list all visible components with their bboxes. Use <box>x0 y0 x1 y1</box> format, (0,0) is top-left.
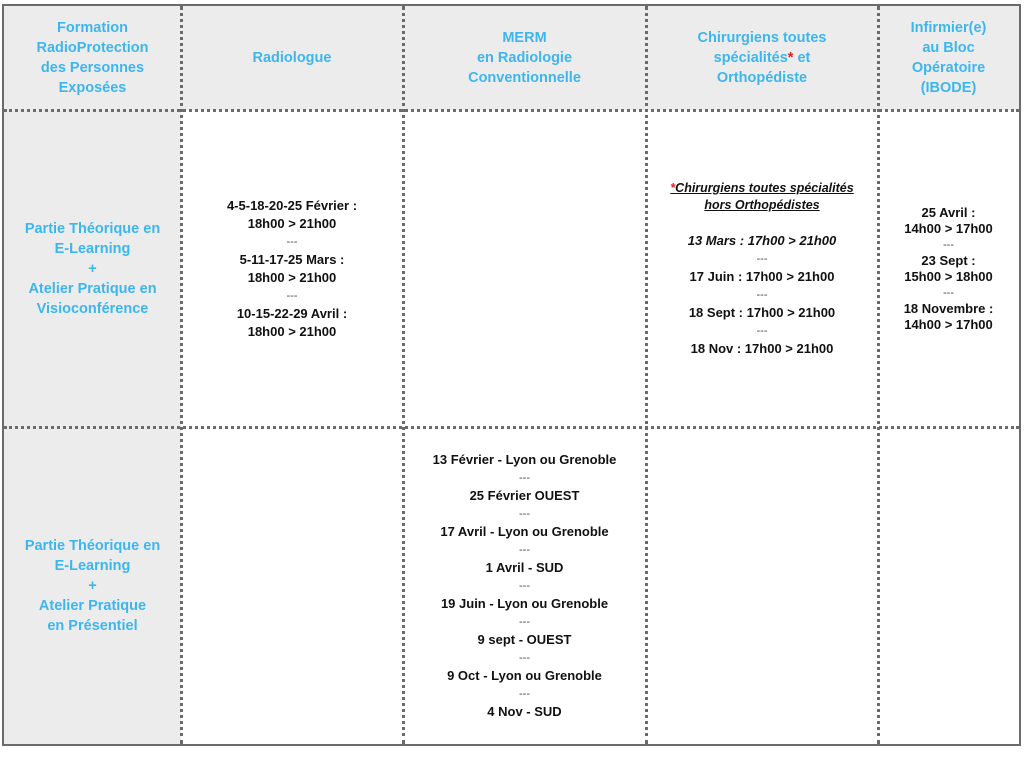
header-corner-line: Formation <box>57 20 128 36</box>
header-corner-line: Exposées <box>58 80 127 96</box>
time-line: 14h00 > 17h00 <box>904 316 993 332</box>
column-divider <box>877 6 880 744</box>
asterisk-mark: * <box>670 180 676 195</box>
cell-ibode-presentiel <box>878 427 1019 744</box>
row-label-line: + <box>88 577 97 594</box>
date-line: 1 Avril - SUD <box>485 559 564 575</box>
row-label-line: Partie Théorique en <box>24 220 161 237</box>
row-label-line: Visioconférence <box>36 300 149 317</box>
date-line: 23 Sept : <box>921 252 976 268</box>
header-corner-line: RadioProtection <box>36 40 149 56</box>
chir-note-line: hors Orthopédistes <box>704 197 820 212</box>
row-label-line: + <box>88 260 97 277</box>
separator: --- <box>519 687 530 700</box>
cell-ibode-visio <box>878 110 1019 427</box>
cell-radiologue-visio <box>181 110 403 427</box>
date-line: 18 Novembre : <box>903 300 994 316</box>
date-line: 9 Oct - Lyon ou Grenoble <box>447 667 602 683</box>
header-ibode-line: Opératoire <box>911 60 986 76</box>
date-line: 18 Sept : 17h00 > 21h00 <box>688 304 836 320</box>
header-chirurgiens <box>646 6 878 110</box>
separator: --- <box>286 235 298 248</box>
column-divider <box>180 6 183 744</box>
date-line: 19 Juin - Lyon ou Grenoble <box>440 595 609 611</box>
header-merm <box>403 6 646 110</box>
cell-radiologue-presentiel <box>181 427 403 744</box>
chir-note-text: Chirurgiens toutes spécialités <box>675 180 854 195</box>
cell-merm-visio <box>403 110 646 427</box>
row-label-visio <box>4 110 181 427</box>
date-line: 10-15-22-29 Avril : <box>236 305 348 321</box>
header-chir-line: Orthopédiste <box>716 70 808 86</box>
separator: --- <box>756 252 768 265</box>
date-line: 17 Juin : 17h00 > 21h00 <box>689 268 835 284</box>
row-divider <box>4 109 1019 112</box>
date-line: 18 Nov : 17h00 > 21h00 <box>690 340 834 356</box>
header-ibode-line: Infirmier(e) <box>910 20 987 36</box>
header-ibode-line: (IBODE) <box>920 80 977 96</box>
date-line: 25 Février OUEST <box>469 487 580 503</box>
separator: --- <box>756 288 768 301</box>
row-label-line: Partie Théorique en <box>24 537 161 554</box>
separator: --- <box>756 324 768 337</box>
asterisk-mark: * <box>787 50 794 66</box>
cell-chir-visio <box>646 110 878 427</box>
header-corner <box>4 6 181 110</box>
time-line: 18h00 > 21h00 <box>247 269 337 285</box>
row-label-presentiel <box>4 427 181 744</box>
header-corner-line: des Personnes <box>40 60 145 76</box>
cell-merm-presentiel <box>403 427 646 744</box>
header-chir-line <box>714 48 811 68</box>
date-line: 13 Mars : 17h00 > 21h00 <box>687 232 837 248</box>
header-merm-line: en Radiologie <box>476 50 573 66</box>
header-chir-line: Chirurgiens toutes <box>697 30 827 46</box>
date-line: 4-5-18-20-25 Février : <box>226 197 358 213</box>
separator: --- <box>519 579 530 592</box>
header-merm-line: MERM <box>502 30 547 46</box>
time-line: 14h00 > 17h00 <box>904 220 993 236</box>
row-divider <box>4 426 1019 429</box>
column-divider <box>645 6 648 744</box>
time-line: 15h00 > 18h00 <box>904 268 993 284</box>
separator: --- <box>943 286 954 299</box>
time-line: 18h00 > 21h00 <box>247 323 337 339</box>
separator: --- <box>519 471 530 484</box>
header-ibode-line: au Bloc <box>922 40 975 56</box>
date-line: 17 Avril - Lyon ou Grenoble <box>440 523 609 539</box>
separator: --- <box>519 543 530 556</box>
header-chir-text: spécialités <box>713 50 788 66</box>
header-ibode <box>878 6 1019 110</box>
separator: --- <box>286 289 298 302</box>
header-radiologue-label: Radiologue <box>252 50 332 66</box>
date-line: 4 Nov - SUD <box>487 703 562 719</box>
schedule-table <box>2 4 1021 746</box>
date-line: 25 Avril : <box>921 204 976 220</box>
row-label-line: Atelier Pratique <box>38 597 147 614</box>
row-label-line: Atelier Pratique en <box>28 280 157 297</box>
row-label-line: E-Learning <box>54 240 131 257</box>
separator: --- <box>519 651 530 664</box>
cell-chir-presentiel <box>646 427 878 744</box>
column-divider <box>402 6 405 744</box>
separator: --- <box>519 615 530 628</box>
separator: --- <box>943 238 954 251</box>
header-radiologue <box>181 6 403 110</box>
header-chir-text: et <box>793 50 811 66</box>
date-line: 9 sept - OUEST <box>477 631 572 647</box>
chir-note-line <box>670 180 853 197</box>
header-merm-line: Conventionnelle <box>468 70 581 86</box>
date-line: 5-11-17-25 Mars : <box>239 251 345 267</box>
separator: --- <box>519 507 530 520</box>
row-label-line: E-Learning <box>54 557 131 574</box>
time-line: 18h00 > 21h00 <box>247 215 337 231</box>
date-line: 13 Février - Lyon ou Grenoble <box>432 451 617 467</box>
row-label-line: en Présentiel <box>47 617 138 634</box>
